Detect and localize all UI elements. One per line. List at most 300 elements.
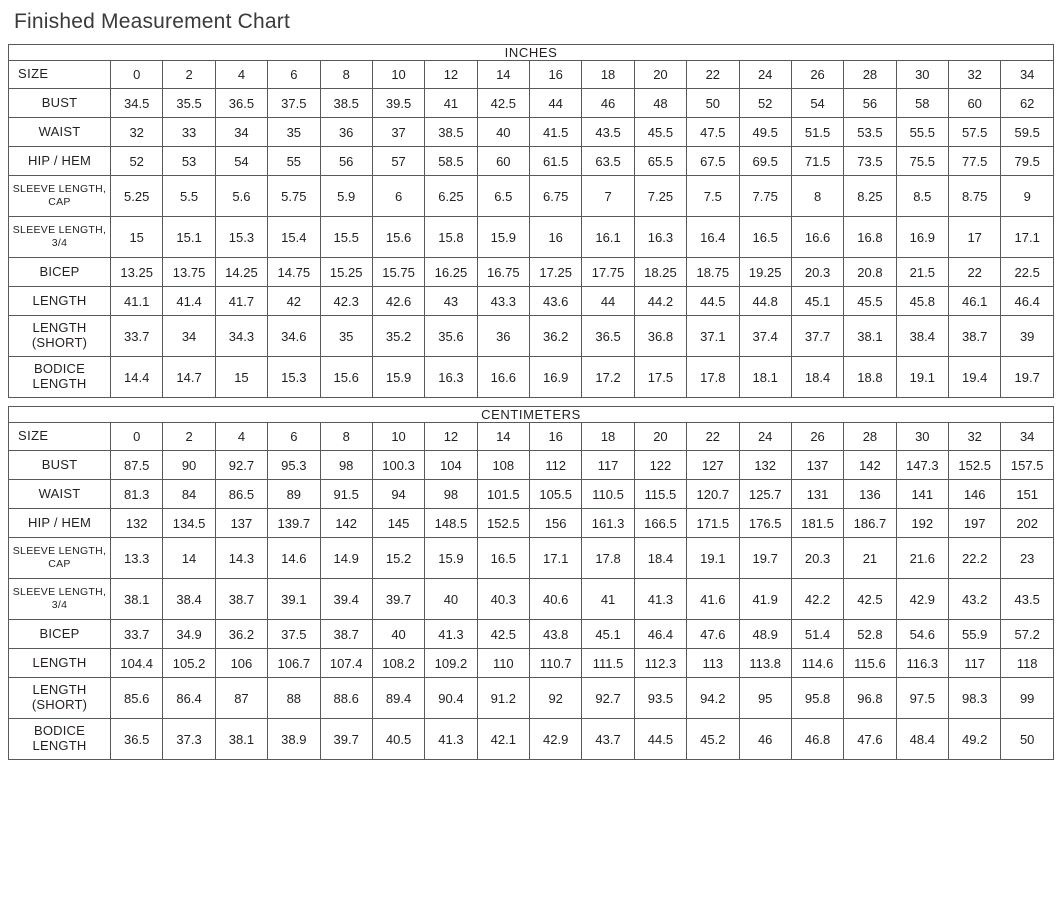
measurement-cell: 38.7 (949, 316, 1001, 357)
size-header-cell: 34 (1001, 423, 1054, 451)
measurement-cell: 37.5 (268, 89, 320, 118)
size-header-cell: 20 (634, 61, 686, 89)
measurement-cell: 53 (163, 147, 215, 176)
measurement-cell: 34.3 (215, 316, 267, 357)
measurement-cell: 39.5 (372, 89, 424, 118)
measurement-cell: 37.4 (739, 316, 791, 357)
size-header-cell: 34 (1001, 61, 1054, 89)
measurement-cell: 110.7 (530, 649, 582, 678)
measurement-cell: 14.4 (111, 357, 163, 398)
measurement-row-label: HIP / HEM (9, 147, 111, 176)
measurement-cell: 99 (1001, 678, 1054, 719)
measurement-cell: 89 (268, 480, 320, 509)
measurement-cell: 127 (687, 451, 739, 480)
measurement-cell: 94.2 (687, 678, 739, 719)
measurement-cell: 91.5 (320, 480, 372, 509)
measurement-cell: 38.1 (844, 316, 896, 357)
measurement-cell: 96.8 (844, 678, 896, 719)
size-header-cell: 22 (687, 61, 739, 89)
measurement-cell: 42.2 (791, 579, 843, 620)
unit-header-row (9, 45, 1054, 61)
measurement-cell: 47.5 (687, 118, 739, 147)
measurement-cell: 16.5 (477, 538, 529, 579)
measurement-cell: 63.5 (582, 147, 634, 176)
measurement-cell: 15.6 (320, 357, 372, 398)
measurement-cell: 43.3 (477, 287, 529, 316)
measurement-cell: 13.3 (111, 538, 163, 579)
measurement-cell: 8.25 (844, 176, 896, 217)
measurement-cell: 15.5 (320, 217, 372, 258)
measurement-cell: 36.5 (215, 89, 267, 118)
measurement-cell: 41.6 (687, 579, 739, 620)
size-header-cell: 32 (949, 61, 1001, 89)
measurement-cell: 60 (949, 89, 1001, 118)
measurement-cell: 41.3 (425, 719, 477, 760)
measurement-cell: 46.4 (1001, 287, 1054, 316)
measurement-cell: 35.6 (425, 316, 477, 357)
measurement-cell: 44 (582, 287, 634, 316)
measurement-row-label: BUST (9, 451, 111, 480)
measurement-cell: 132 (111, 509, 163, 538)
measurement-cell: 44.5 (687, 287, 739, 316)
measurement-cell: 43.5 (1001, 579, 1054, 620)
measurement-cell: 37.5 (268, 620, 320, 649)
measurement-cell: 42.1 (477, 719, 529, 760)
measurement-cell: 87.5 (111, 451, 163, 480)
measurement-cell: 15.8 (425, 217, 477, 258)
measurement-cell: 6 (372, 176, 424, 217)
measurement-cell: 9 (1001, 176, 1054, 217)
size-header-cell: 16 (530, 61, 582, 89)
measurement-cell: 17 (949, 217, 1001, 258)
measurement-cell: 37 (372, 118, 424, 147)
measurement-cell: 15 (111, 217, 163, 258)
measurement-cell: 65.5 (634, 147, 686, 176)
measurement-cell: 22 (949, 258, 1001, 287)
measurement-row-label: LENGTH (9, 649, 111, 678)
measurement-cell: 16.5 (739, 217, 791, 258)
measurement-cell: 142 (320, 509, 372, 538)
measurement-cell: 16.6 (791, 217, 843, 258)
measurement-cell: 44 (530, 89, 582, 118)
measurement-cell: 161.3 (582, 509, 634, 538)
measurement-cell: 41.5 (530, 118, 582, 147)
measurement-cell: 115.5 (634, 480, 686, 509)
measurement-cell: 40 (477, 118, 529, 147)
measurement-cell: 67.5 (687, 147, 739, 176)
measurement-cell: 139.7 (268, 509, 320, 538)
unit-label: INCHES (9, 45, 1054, 61)
size-header-cell: 24 (739, 423, 791, 451)
measurement-cell: 35.5 (163, 89, 215, 118)
measurement-cell: 97.5 (896, 678, 948, 719)
measurement-row-label: SLEEVE LENGTH, 3/4 (9, 579, 111, 620)
measurement-cell: 109.2 (425, 649, 477, 678)
measurement-cell: 151 (1001, 480, 1054, 509)
measurement-cell: 131 (791, 480, 843, 509)
measurement-cell: 21.5 (896, 258, 948, 287)
measurement-cell: 52 (739, 89, 791, 118)
measurement-cell: 16.6 (477, 357, 529, 398)
measurement-cell: 46 (739, 719, 791, 760)
measurement-cell: 57 (372, 147, 424, 176)
measurement-cell: 43 (425, 287, 477, 316)
measurement-cell: 110.5 (582, 480, 634, 509)
size-header-cell: 14 (477, 423, 529, 451)
measurement-cell: 18.75 (687, 258, 739, 287)
measurement-row-label: SLEEVE LENGTH, CAP (9, 176, 111, 217)
measurement-row-label: HIP / HEM (9, 509, 111, 538)
measurement-cell: 14.3 (215, 538, 267, 579)
measurement-cell: 19.1 (687, 538, 739, 579)
size-header-cell: 2 (163, 423, 215, 451)
measurement-cell: 7.25 (634, 176, 686, 217)
measurement-cell: 54.6 (896, 620, 948, 649)
measurement-cell: 58 (896, 89, 948, 118)
measurement-cell: 16.75 (477, 258, 529, 287)
measurement-cell: 108.2 (372, 649, 424, 678)
measurement-cell: 39.4 (320, 579, 372, 620)
measurement-cell: 52 (111, 147, 163, 176)
size-header-cell: 16 (530, 423, 582, 451)
measurement-cell: 16.1 (582, 217, 634, 258)
measurement-cell: 38.7 (215, 579, 267, 620)
size-header-cell: 8 (320, 423, 372, 451)
measurement-cell: 45.8 (896, 287, 948, 316)
size-header-cell: 26 (791, 61, 843, 89)
measurement-cell: 59.5 (1001, 118, 1054, 147)
measurement-cell: 117 (949, 649, 1001, 678)
measurement-cell: 5.75 (268, 176, 320, 217)
size-header-cell: 20 (634, 423, 686, 451)
measurement-cell: 37.1 (687, 316, 739, 357)
measurement-cell: 5.25 (111, 176, 163, 217)
size-header-cell: 2 (163, 61, 215, 89)
measurement-cell: 48.4 (896, 719, 948, 760)
measurement-cell: 42.5 (844, 579, 896, 620)
measurement-cell: 42.6 (372, 287, 424, 316)
size-header-cell: 10 (372, 61, 424, 89)
measurement-cell: 15.9 (372, 357, 424, 398)
measurement-cell: 40.5 (372, 719, 424, 760)
measurement-cell: 166.5 (634, 509, 686, 538)
measurement-cell: 171.5 (687, 509, 739, 538)
size-header-label: SIZE (9, 61, 111, 89)
measurement-cell: 39.7 (320, 719, 372, 760)
size-header-cell: 6 (268, 61, 320, 89)
measurement-row (9, 217, 1054, 258)
measurement-cell: 51.4 (791, 620, 843, 649)
measurement-cell: 17.1 (1001, 217, 1054, 258)
measurement-cell: 113 (687, 649, 739, 678)
size-header-cell: 30 (896, 423, 948, 451)
measurement-cell: 147.3 (896, 451, 948, 480)
measurement-row (9, 509, 1054, 538)
measurement-cell: 87 (215, 678, 267, 719)
measurement-row-label: LENGTH (SHORT) (9, 316, 111, 357)
measurement-cell: 90 (163, 451, 215, 480)
measurement-cell: 36.2 (215, 620, 267, 649)
size-header-cell: 10 (372, 423, 424, 451)
measurement-cell: 120.7 (687, 480, 739, 509)
measurement-cell: 36 (320, 118, 372, 147)
measurement-cell: 33 (163, 118, 215, 147)
measurement-cell: 48 (634, 89, 686, 118)
measurement-cell: 136 (844, 480, 896, 509)
measurement-cell: 45.1 (582, 620, 634, 649)
measurement-cell: 46.1 (949, 287, 1001, 316)
measurement-cell: 38.5 (320, 89, 372, 118)
measurement-row (9, 538, 1054, 579)
measurement-cell: 53.5 (844, 118, 896, 147)
measurement-cell: 15.9 (477, 217, 529, 258)
measurement-cell: 15.2 (372, 538, 424, 579)
measurement-cell: 16.4 (687, 217, 739, 258)
measurement-cell: 49.2 (949, 719, 1001, 760)
measurement-cell: 34 (163, 316, 215, 357)
measurement-cell: 16.9 (530, 357, 582, 398)
chart-tables-container (8, 44, 1054, 760)
measurement-cell: 98 (425, 480, 477, 509)
measurement-cell: 42 (268, 287, 320, 316)
measurement-cell: 40.3 (477, 579, 529, 620)
measurement-cell: 7.5 (687, 176, 739, 217)
measurement-cell: 15.1 (163, 217, 215, 258)
measurement-cell: 45.1 (791, 287, 843, 316)
measurement-cell: 19.4 (949, 357, 1001, 398)
measurement-cell: 39.7 (372, 579, 424, 620)
measurement-cell: 13.25 (111, 258, 163, 287)
measurement-row (9, 287, 1054, 316)
measurement-cell: 34.9 (163, 620, 215, 649)
size-header-cell: 32 (949, 423, 1001, 451)
size-header-cell: 22 (687, 423, 739, 451)
measurement-cell: 134.5 (163, 509, 215, 538)
measurement-cell: 44.2 (634, 287, 686, 316)
measurement-cell: 95 (739, 678, 791, 719)
measurement-cell: 202 (1001, 509, 1054, 538)
measurement-row (9, 316, 1054, 357)
size-header-row (9, 423, 1054, 451)
measurement-cell: 111.5 (582, 649, 634, 678)
measurement-cell: 36.5 (582, 316, 634, 357)
measurement-cell: 41.1 (111, 287, 163, 316)
measurement-cell: 19.1 (896, 357, 948, 398)
measurement-cell: 156 (530, 509, 582, 538)
measurement-cell: 104.4 (111, 649, 163, 678)
measurement-cell: 88 (268, 678, 320, 719)
measurement-cell: 19.7 (739, 538, 791, 579)
measurement-cell: 42.5 (477, 620, 529, 649)
measurement-cell: 35.2 (372, 316, 424, 357)
measurement-cell: 116.3 (896, 649, 948, 678)
size-header-cell: 28 (844, 61, 896, 89)
measurement-row (9, 118, 1054, 147)
measurement-cell: 55.9 (949, 620, 1001, 649)
measurement-cell: 17.2 (582, 357, 634, 398)
unit-header-row (9, 407, 1054, 423)
measurement-cell: 113.8 (739, 649, 791, 678)
measurement-cell: 18.4 (791, 357, 843, 398)
measurement-cell: 15.3 (268, 357, 320, 398)
size-header-cell: 18 (582, 423, 634, 451)
measurement-cell: 86.4 (163, 678, 215, 719)
measurement-cell: 122 (634, 451, 686, 480)
measurement-cell: 112 (530, 451, 582, 480)
measurement-cell: 46.4 (634, 620, 686, 649)
measurement-cell: 15.75 (372, 258, 424, 287)
measurement-cell: 81.3 (111, 480, 163, 509)
measurement-row-label: SLEEVE LENGTH, CAP (9, 538, 111, 579)
measurement-cell: 38.5 (425, 118, 477, 147)
measurement-cell: 41 (425, 89, 477, 118)
measurement-cell: 55.5 (896, 118, 948, 147)
measurement-row (9, 357, 1054, 398)
measurement-cell: 45.5 (634, 118, 686, 147)
measurement-cell: 44.8 (739, 287, 791, 316)
measurement-cell: 20.3 (791, 538, 843, 579)
measurement-cell: 50 (1001, 719, 1054, 760)
measurement-cell: 36 (477, 316, 529, 357)
measurement-cell: 142 (844, 451, 896, 480)
measurement-cell: 61.5 (530, 147, 582, 176)
measurement-cell: 13.75 (163, 258, 215, 287)
measurement-cell: 46.8 (791, 719, 843, 760)
measurement-cell: 57.2 (1001, 620, 1054, 649)
size-header-cell: 4 (215, 61, 267, 89)
measurement-cell: 38.4 (896, 316, 948, 357)
measurement-cell: 84 (163, 480, 215, 509)
size-header-cell: 28 (844, 423, 896, 451)
measurement-cell: 41 (582, 579, 634, 620)
measurement-row-label: BICEP (9, 620, 111, 649)
measurement-cell: 16.25 (425, 258, 477, 287)
measurement-cell: 6.25 (425, 176, 477, 217)
measurement-cell: 42.9 (530, 719, 582, 760)
measurement-cell: 15.9 (425, 538, 477, 579)
measurement-cell: 18.1 (739, 357, 791, 398)
measurement-cell: 5.9 (320, 176, 372, 217)
measurement-cell: 43.2 (949, 579, 1001, 620)
measurement-cell: 44.5 (634, 719, 686, 760)
measurement-cell: 114.6 (791, 649, 843, 678)
measurement-cell: 186.7 (844, 509, 896, 538)
measurement-cell: 71.5 (791, 147, 843, 176)
measurement-cell: 90.4 (425, 678, 477, 719)
size-header-cell: 26 (791, 423, 843, 451)
measurement-cell: 73.5 (844, 147, 896, 176)
measurement-cell: 14.75 (268, 258, 320, 287)
measurement-cell: 19.7 (1001, 357, 1054, 398)
measurement-cell: 105.5 (530, 480, 582, 509)
measurement-cell: 36.2 (530, 316, 582, 357)
measurement-cell: 118 (1001, 649, 1054, 678)
measurement-cell: 15.6 (372, 217, 424, 258)
measurement-cell: 92.7 (215, 451, 267, 480)
measurement-cell: 8 (791, 176, 843, 217)
measurement-cell: 141 (896, 480, 948, 509)
page-title: Finished Measurement Chart (14, 10, 290, 33)
measurement-cell: 5.5 (163, 176, 215, 217)
measurement-cell: 176.5 (739, 509, 791, 538)
measurement-cell: 91.2 (477, 678, 529, 719)
measurement-row-label: BICEP (9, 258, 111, 287)
measurement-cell: 15 (215, 357, 267, 398)
measurement-cell: 95.8 (791, 678, 843, 719)
measurement-cell: 38.1 (215, 719, 267, 760)
measurement-cell: 16 (530, 217, 582, 258)
measurement-cell: 14.9 (320, 538, 372, 579)
measurement-row (9, 649, 1054, 678)
measurement-row (9, 480, 1054, 509)
measurement-row (9, 678, 1054, 719)
measurement-cell: 57.5 (949, 118, 1001, 147)
measurement-cell: 56 (844, 89, 896, 118)
measurement-cell: 18.4 (634, 538, 686, 579)
size-header-cell: 8 (320, 61, 372, 89)
measurement-cell: 16.3 (425, 357, 477, 398)
measurement-cell: 34 (215, 118, 267, 147)
measurement-cell: 43.7 (582, 719, 634, 760)
measurement-cell: 48.9 (739, 620, 791, 649)
measurement-cell: 47.6 (844, 719, 896, 760)
measurement-cell: 49.5 (739, 118, 791, 147)
measurement-cell: 98.3 (949, 678, 1001, 719)
size-header-row (9, 61, 1054, 89)
measurement-cell: 45.5 (844, 287, 896, 316)
measurement-cell: 92.7 (582, 678, 634, 719)
measurement-cell: 16.9 (896, 217, 948, 258)
measurement-cell: 32 (111, 118, 163, 147)
measurement-cell: 42.9 (896, 579, 948, 620)
measurement-cell: 51.5 (791, 118, 843, 147)
measurement-cell: 47.6 (687, 620, 739, 649)
measurement-cell: 22.5 (1001, 258, 1054, 287)
measurement-cell: 88.6 (320, 678, 372, 719)
measurement-cell: 125.7 (739, 480, 791, 509)
measurement-cell: 41.3 (634, 579, 686, 620)
measurement-cell: 33.7 (111, 316, 163, 357)
measurement-cell: 41.3 (425, 620, 477, 649)
measurement-row (9, 176, 1054, 217)
measurement-cell: 112.3 (634, 649, 686, 678)
measurement-cell: 115.6 (844, 649, 896, 678)
measurement-cell: 50 (687, 89, 739, 118)
measurement-cell: 33.7 (111, 620, 163, 649)
measurement-row (9, 258, 1054, 287)
measurement-cell: 43.8 (530, 620, 582, 649)
measurement-row (9, 89, 1054, 118)
measurement-cell: 43.6 (530, 287, 582, 316)
measurement-cell: 148.5 (425, 509, 477, 538)
measurement-cell: 100.3 (372, 451, 424, 480)
measurement-cell: 85.6 (111, 678, 163, 719)
measurement-cell: 38.1 (111, 579, 163, 620)
measurement-cell: 15.3 (215, 217, 267, 258)
measurement-cell: 54 (791, 89, 843, 118)
measurement-cell: 101.5 (477, 480, 529, 509)
measurement-table (8, 406, 1054, 760)
measurement-cell: 52.8 (844, 620, 896, 649)
measurement-table (8, 44, 1054, 398)
measurement-row-label: BODICE LENGTH (9, 357, 111, 398)
measurement-cell: 41.9 (739, 579, 791, 620)
measurement-cell: 37.3 (163, 719, 215, 760)
measurement-cell: 58.5 (425, 147, 477, 176)
measurement-cell: 137 (215, 509, 267, 538)
measurement-cell: 107.4 (320, 649, 372, 678)
measurement-cell: 152.5 (949, 451, 1001, 480)
